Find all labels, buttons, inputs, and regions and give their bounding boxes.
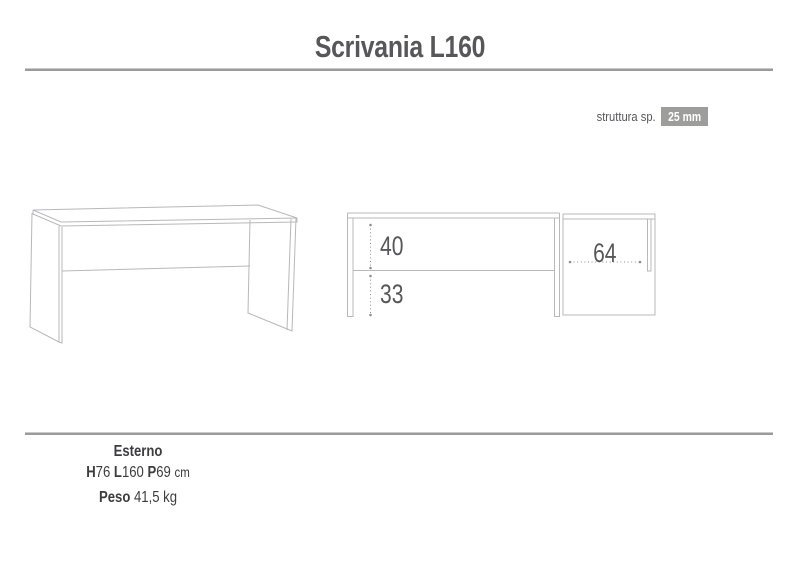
specs-block	[64, 444, 212, 511]
length-value: 160	[121, 464, 144, 481]
external-dimensions	[64, 465, 212, 481]
title-divider-line	[25, 68, 773, 71]
depth-label: P	[147, 464, 157, 481]
structure-thickness-row	[587, 107, 708, 126]
weight-value: 41,5 kg	[133, 489, 178, 506]
weight-label: Peso	[98, 489, 131, 506]
dimensions-unit: cm	[174, 464, 190, 480]
length-label: L	[113, 464, 122, 481]
structure-thickness-label: struttura sp.	[596, 109, 656, 124]
depth-value: 69	[156, 464, 171, 481]
dimension-label-side-depth: 64	[593, 238, 617, 268]
dimension-label-front-upper: 40	[380, 231, 404, 261]
height-label: H	[86, 464, 96, 481]
desk-3d-drawing	[30, 205, 297, 343]
weight-row	[64, 490, 212, 506]
page-title: Scrivania L160	[314, 29, 486, 64]
height-value: 76	[95, 464, 111, 481]
structure-thickness-badge	[661, 107, 708, 126]
specs-section-title: Esterno	[113, 443, 163, 460]
dimension-label-front-lower: 33	[380, 279, 404, 309]
structure-thickness-value: 25 mm	[667, 109, 701, 124]
specs-divider-line	[25, 432, 773, 435]
